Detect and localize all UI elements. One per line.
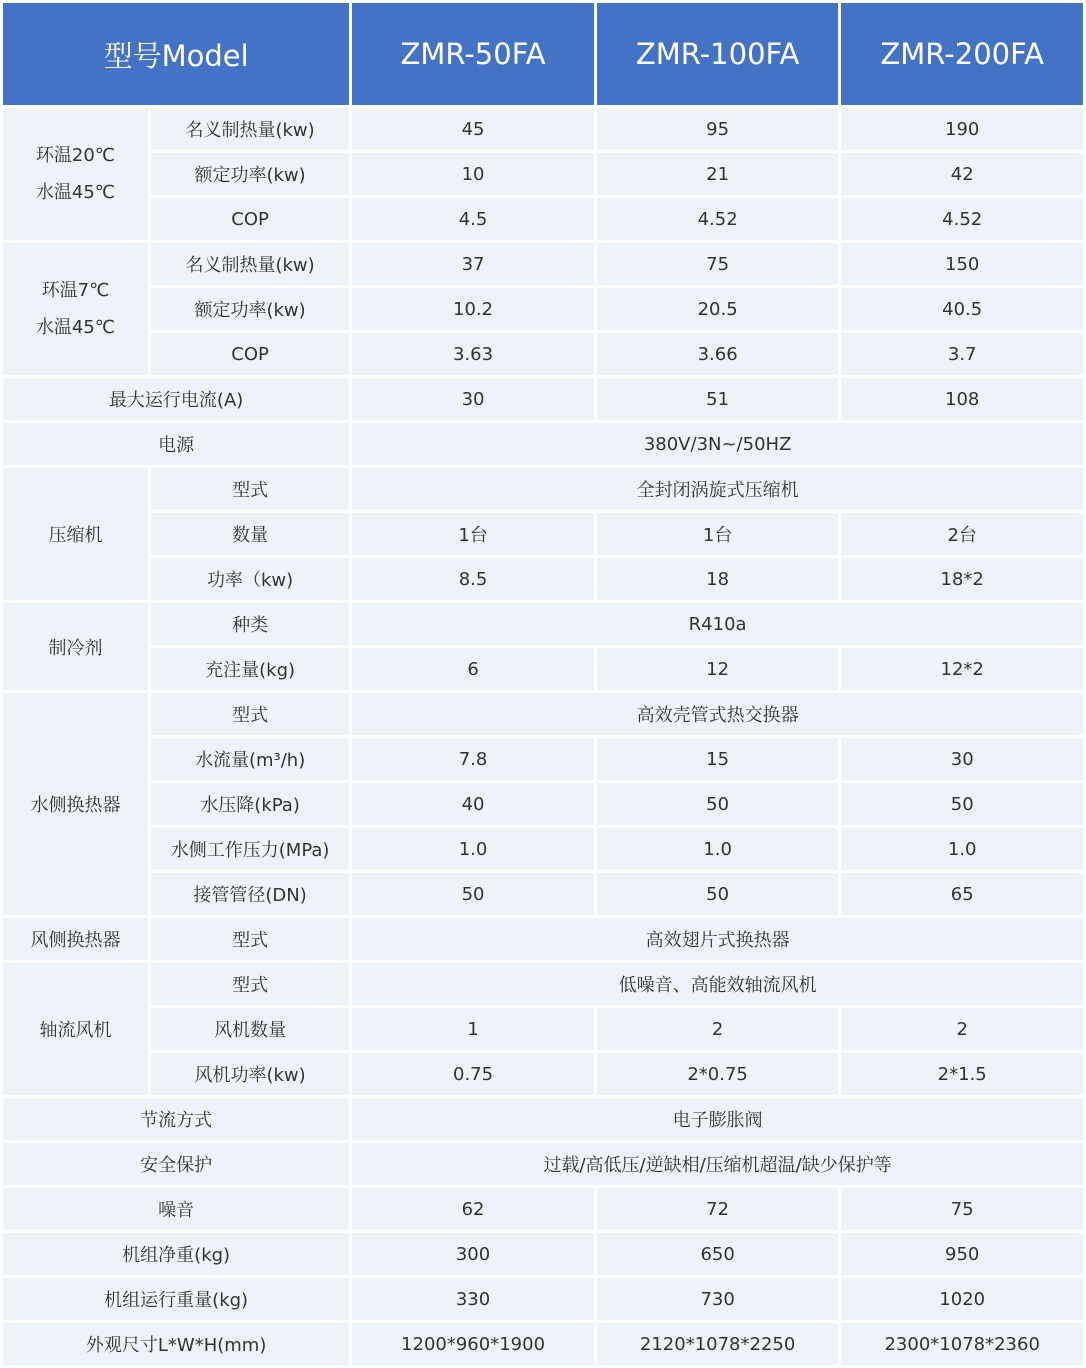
cell-value: 45 <box>352 108 594 150</box>
row-label: 风机数量 <box>151 1008 349 1050</box>
row-label: 电源 <box>3 423 349 465</box>
cell-value: 2台 <box>841 513 1083 555</box>
cell-value: 1200*960*1900 <box>352 1323 594 1365</box>
group-label-air-hx: 风侧换热器 <box>3 918 148 960</box>
cell-value: 72 <box>597 1188 839 1230</box>
row-label: 数量 <box>151 513 349 555</box>
table-row <box>3 108 1083 150</box>
cell-value-merged: 380V/3N~/50HZ <box>352 423 1083 465</box>
table-row <box>3 1323 1083 1365</box>
table-row <box>3 918 1083 960</box>
cell-value: 62 <box>352 1188 594 1230</box>
cell-value: 4.52 <box>597 198 839 240</box>
cell-value: 12 <box>597 648 839 690</box>
cell-value: 15 <box>597 738 839 780</box>
cell-value: 650 <box>597 1233 839 1275</box>
cell-value: 51 <box>597 378 839 420</box>
cell-value: 7.8 <box>352 738 594 780</box>
table-row <box>3 1008 1083 1050</box>
condition-ambient: 环温20℃ <box>35 145 116 166</box>
row-label: 额定功率(kw) <box>151 153 349 195</box>
table-row <box>3 648 1083 690</box>
cell-value: 4.5 <box>352 198 594 240</box>
row-label: 种类 <box>151 603 349 645</box>
table-row <box>3 513 1083 555</box>
cell-value: 30 <box>841 738 1083 780</box>
row-label: 额定功率(kw) <box>151 288 349 330</box>
cell-value: 1.0 <box>841 828 1083 870</box>
cell-value: 4.52 <box>841 198 1083 240</box>
table-row <box>3 558 1083 600</box>
row-label: 接管管径(DN) <box>151 873 349 915</box>
row-label: 型式 <box>151 918 349 960</box>
cell-value: 75 <box>841 1188 1083 1230</box>
cell-value: 10.2 <box>352 288 594 330</box>
table-row <box>3 243 1083 285</box>
cell-value: 2*0.75 <box>597 1053 839 1095</box>
cell-value: 2300*1078*2360 <box>841 1323 1083 1365</box>
row-label: 安全保护 <box>3 1143 349 1185</box>
row-label: 水侧工作压力(MPa) <box>151 828 349 870</box>
cell-value: 18 <box>597 558 839 600</box>
row-label: COP <box>151 198 349 240</box>
row-label: 型式 <box>151 468 349 510</box>
table-row <box>3 873 1083 915</box>
group-label-water-hx: 水侧换热器 <box>3 693 148 915</box>
header-row <box>3 3 1083 105</box>
cell-value: 300 <box>352 1233 594 1275</box>
cell-value: 12*2 <box>841 648 1083 690</box>
cell-value: 190 <box>841 108 1083 150</box>
condition-group-20c <box>3 108 148 240</box>
cell-value: 42 <box>841 153 1083 195</box>
table-row <box>3 333 1083 375</box>
condition-ambient: 环温7℃ <box>41 280 110 301</box>
table-row <box>3 1278 1083 1320</box>
cell-value: 2 <box>597 1008 839 1050</box>
table-row <box>3 963 1083 1005</box>
group-label-compressor: 压缩机 <box>3 468 148 600</box>
row-label: 水流量(m³/h) <box>151 738 349 780</box>
cell-value: 95 <box>597 108 839 150</box>
cell-value: 21 <box>597 153 839 195</box>
table-row <box>3 1233 1083 1275</box>
cell-value: 2*1.5 <box>841 1053 1083 1095</box>
cell-value: 1.0 <box>597 828 839 870</box>
cell-value: 3.66 <box>597 333 839 375</box>
table-row <box>3 738 1083 780</box>
row-label: 充注量(kg) <box>151 648 349 690</box>
table-row <box>3 1098 1083 1140</box>
table-row <box>3 783 1083 825</box>
header-model: 型号Model <box>3 3 349 105</box>
cell-value: 30 <box>352 378 594 420</box>
condition-water: 水温45℃ <box>35 317 116 338</box>
row-label: COP <box>151 333 349 375</box>
cell-value: 40.5 <box>841 288 1083 330</box>
cell-value: 1 <box>352 1008 594 1050</box>
cell-value: 150 <box>841 243 1083 285</box>
row-label: 名义制热量(kw) <box>151 108 349 150</box>
row-label: 节流方式 <box>3 1098 349 1140</box>
row-label: 机组净重(kg) <box>3 1233 349 1275</box>
cell-value: 950 <box>841 1233 1083 1275</box>
table-row <box>3 423 1083 465</box>
table-row <box>3 153 1083 195</box>
condition-group-7c <box>3 243 148 375</box>
table-row <box>3 1053 1083 1095</box>
cell-value: 18*2 <box>841 558 1083 600</box>
cell-value: 108 <box>841 378 1083 420</box>
cell-value-merged: R410a <box>352 603 1083 645</box>
cell-value: 2120*1078*2250 <box>597 1323 839 1365</box>
cell-value-merged: 过载/高低压/逆缺相/压缩机超温/缺少保护等 <box>352 1143 1083 1185</box>
cell-value: 3.7 <box>841 333 1083 375</box>
row-label: 机组运行重量(kg) <box>3 1278 349 1320</box>
group-label-refrigerant: 制冷剂 <box>3 603 148 690</box>
row-label: 型式 <box>151 963 349 1005</box>
cell-value: 2 <box>841 1008 1083 1050</box>
table-row <box>3 198 1083 240</box>
cell-value: 50 <box>841 783 1083 825</box>
cell-value: 6 <box>352 648 594 690</box>
row-label: 外观尺寸L*W*H(mm) <box>3 1323 349 1365</box>
table-row <box>3 288 1083 330</box>
table-row <box>3 1143 1083 1185</box>
cell-value: 1台 <box>597 513 839 555</box>
cell-value: 1020 <box>841 1278 1083 1320</box>
cell-value-merged: 高效壳管式热交换器 <box>352 693 1083 735</box>
row-label: 噪音 <box>3 1188 349 1230</box>
table-row <box>3 693 1083 735</box>
row-label: 功率（kw) <box>151 558 349 600</box>
cell-value: 37 <box>352 243 594 285</box>
cell-value: 1台 <box>352 513 594 555</box>
cell-value-merged: 高效翅片式换热器 <box>352 918 1083 960</box>
row-label: 水压降(kPa) <box>151 783 349 825</box>
cell-value: 50 <box>597 873 839 915</box>
cell-value: 75 <box>597 243 839 285</box>
row-label: 风机功率(kw) <box>151 1053 349 1095</box>
condition-water: 水温45℃ <box>35 182 116 203</box>
cell-value: 50 <box>352 873 594 915</box>
cell-value: 330 <box>352 1278 594 1320</box>
cell-value: 50 <box>597 783 839 825</box>
cell-value: 65 <box>841 873 1083 915</box>
cell-value: 0.75 <box>352 1053 594 1095</box>
table-row <box>3 468 1083 510</box>
cell-value: 20.5 <box>597 288 839 330</box>
table-row <box>3 603 1083 645</box>
cell-value-merged: 电子膨胀阀 <box>352 1098 1083 1140</box>
cell-value-merged: 低噪音、高能效轴流风机 <box>352 963 1083 1005</box>
header-zmr-100fa: ZMR-100FA <box>597 3 839 105</box>
group-label-fan: 轴流风机 <box>3 963 148 1095</box>
cell-value: 8.5 <box>352 558 594 600</box>
cell-value: 730 <box>597 1278 839 1320</box>
row-label: 名义制热量(kw) <box>151 243 349 285</box>
header-zmr-200fa: ZMR-200FA <box>841 3 1083 105</box>
cell-value: 3.63 <box>352 333 594 375</box>
table-row <box>3 378 1083 420</box>
cell-value: 1.0 <box>352 828 594 870</box>
cell-value: 10 <box>352 153 594 195</box>
table-row <box>3 1188 1083 1230</box>
cell-value: 40 <box>352 783 594 825</box>
row-label: 型式 <box>151 693 349 735</box>
header-zmr-50fa: ZMR-50FA <box>352 3 594 105</box>
cell-value-merged: 全封闭涡旋式压缩机 <box>352 468 1083 510</box>
row-label: 最大运行电流(A) <box>3 378 349 420</box>
table-row <box>3 828 1083 870</box>
